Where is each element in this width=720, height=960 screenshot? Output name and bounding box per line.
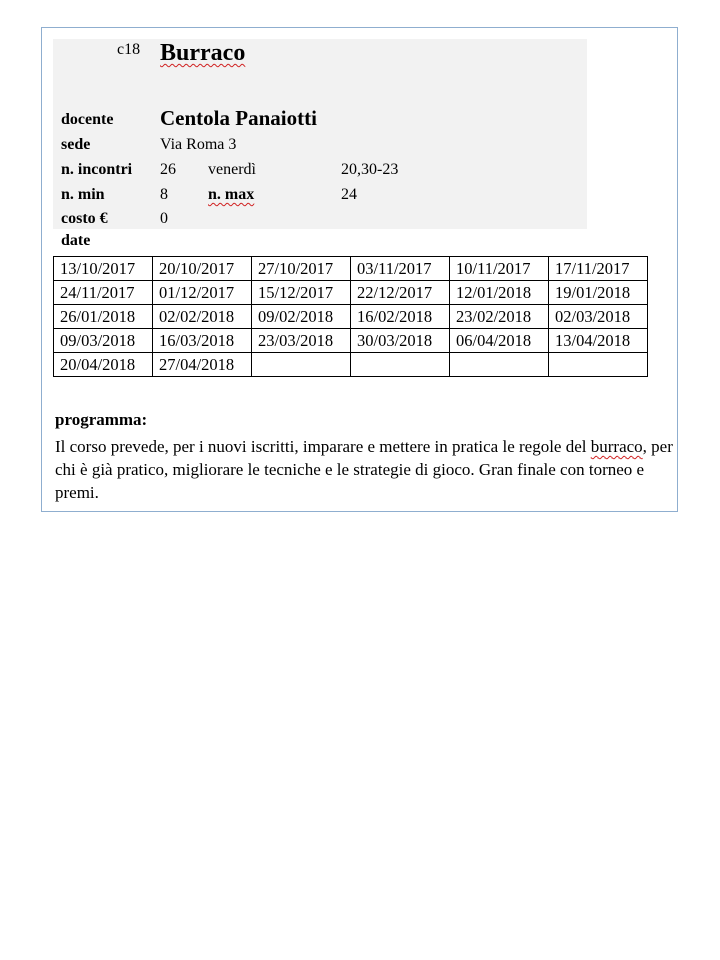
date-cell: 24/11/2017 [54, 281, 153, 305]
date-label: date [61, 232, 91, 249]
date-cell: 02/02/2018 [153, 305, 252, 329]
date-cell [549, 353, 648, 377]
programma-label: programma: [55, 410, 148, 429]
course-code: c18 [117, 41, 141, 58]
date-cell: 09/02/2018 [252, 305, 351, 329]
date-cell: 16/03/2018 [153, 329, 252, 353]
time-value: 20,30-23 [341, 161, 399, 178]
info-box [53, 39, 587, 229]
sede-label: sede [61, 136, 91, 153]
costo-label: costo € [61, 210, 108, 227]
min-label: n. min [61, 186, 105, 203]
date-cell: 03/11/2017 [351, 257, 450, 281]
date-cell: 10/11/2017 [450, 257, 549, 281]
date-cell: 27/04/2018 [153, 353, 252, 377]
date-cell: 26/01/2018 [54, 305, 153, 329]
date-cell: 13/10/2017 [54, 257, 153, 281]
incontri-value: 26 [160, 161, 176, 178]
date-cell: 06/04/2018 [450, 329, 549, 353]
max-value: 24 [341, 186, 357, 203]
programma-text-part2: , per chi è già pratico, migliorare le tecniche e le strategie di gioco. Gran finale con torneo e premi. [55, 437, 673, 502]
programma-text [55, 435, 675, 504]
date-cell: 19/01/2018 [549, 281, 648, 305]
date-cell: 20/04/2018 [54, 353, 153, 377]
table-row [54, 329, 648, 353]
date-cell: 15/12/2017 [252, 281, 351, 305]
date-cell: 27/10/2017 [252, 257, 351, 281]
date-cell [351, 353, 450, 377]
date-cell: 20/10/2017 [153, 257, 252, 281]
date-cell: 16/02/2018 [351, 305, 450, 329]
min-value: 8 [160, 186, 168, 203]
table-row [54, 353, 648, 377]
date-cell: 30/03/2018 [351, 329, 450, 353]
docente-label: docente [61, 111, 114, 128]
course-title: Burraco [160, 40, 246, 66]
date-cell: 09/03/2018 [54, 329, 153, 353]
date-cell: 02/03/2018 [549, 305, 648, 329]
table-row [54, 305, 648, 329]
table-row [54, 257, 648, 281]
programma-text-word: burraco [590, 437, 643, 456]
programma-text-part1: Il corso prevede, per i nuovi iscritti, imparare e mettere in pratica le regole del [55, 437, 591, 456]
sede-value: Via Roma 3 [160, 136, 237, 153]
date-cell: 12/01/2018 [450, 281, 549, 305]
date-cell: 23/03/2018 [252, 329, 351, 353]
table-row [54, 281, 648, 305]
costo-value: 0 [160, 210, 168, 227]
date-cell [252, 353, 351, 377]
date-cell: 22/12/2017 [351, 281, 450, 305]
day-value: venerdì [208, 161, 256, 178]
dates-table [53, 256, 648, 377]
docente-value: Centola Panaiotti [160, 106, 317, 130]
date-cell: 17/11/2017 [549, 257, 648, 281]
date-cell: 23/02/2018 [450, 305, 549, 329]
date-cell: 01/12/2017 [153, 281, 252, 305]
incontri-label: n. incontri [61, 161, 133, 178]
max-label: n. max [208, 186, 255, 203]
date-cell: 13/04/2018 [549, 329, 648, 353]
date-cell [450, 353, 549, 377]
